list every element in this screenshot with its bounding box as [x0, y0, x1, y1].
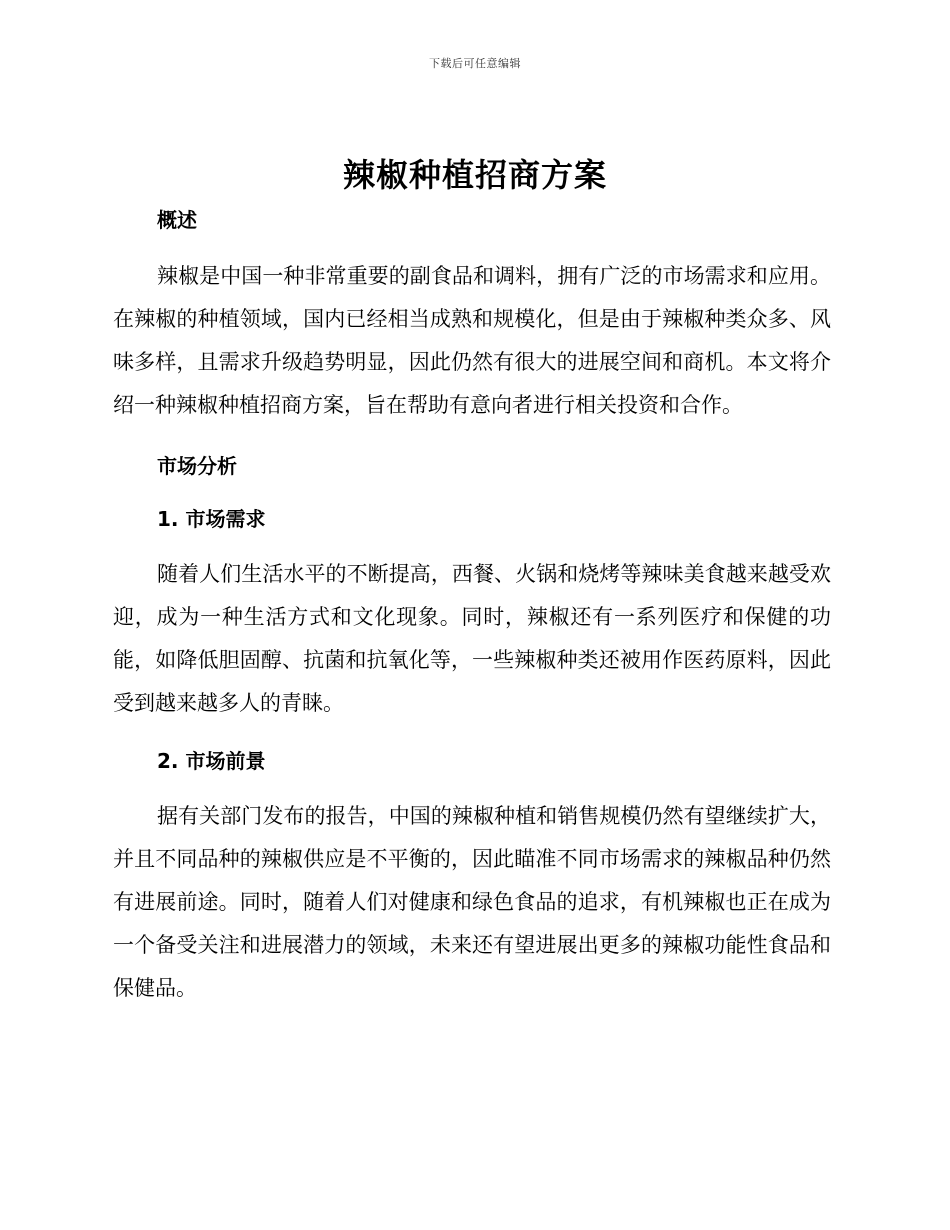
overview-paragraph: 辣椒是中国一种非常重要的副食品和调料，拥有广泛的市场需求和应用。在辣椒的种植领域，国内已经相当成熟和规模化，但是由于辣椒种类众多、风味多样，且需求升级趋势明显，因此仍然有很大的进展空间和商机。本文将介绍一种辣椒种植招商方案，旨在帮助有意向者进行相关投资和合作。: [113, 264, 831, 417]
header-note: 下载后可任意编辑: [429, 57, 521, 70]
subheading-market-demand: 1. 市场需求: [157, 507, 266, 531]
market-demand-paragraph: 随着人们生活水平的不断提高，西餐、火锅和烧烤等辣味美食越来越受欢迎，成为一种生活方式和文化现象。同时，辣椒还有一系列医疗和保健的功能，如降低胆固醇、抗菌和抗氧化等，一些辣椒种类还被用作医药原料，因此受到越来越多人的青睐。: [113, 562, 831, 715]
section-heading-overview: 概述: [157, 208, 197, 232]
market-prospect-paragraph: 据有关部门发布的报告，中国的辣椒种植和销售规模仍然有望继续扩大，并且不同品种的辣椒供应是不平衡的，因此瞄准不同市场需求的辣椒品种仍然有进展前途。同时，随着人们对健康和绿色食品的追求，有机辣椒也正在成为一个备受关注和进展潜力的领域，未来还有望进展出更多的辣椒功能性食品和保健品。: [113, 804, 831, 1000]
document-body: [113, 203, 831, 1010]
document-title: 辣椒种植招商方案: [342, 156, 607, 194]
subheading-market-prospect: 2. 市场前景: [157, 749, 266, 773]
section-heading-market-analysis: 市场分析: [157, 454, 237, 478]
